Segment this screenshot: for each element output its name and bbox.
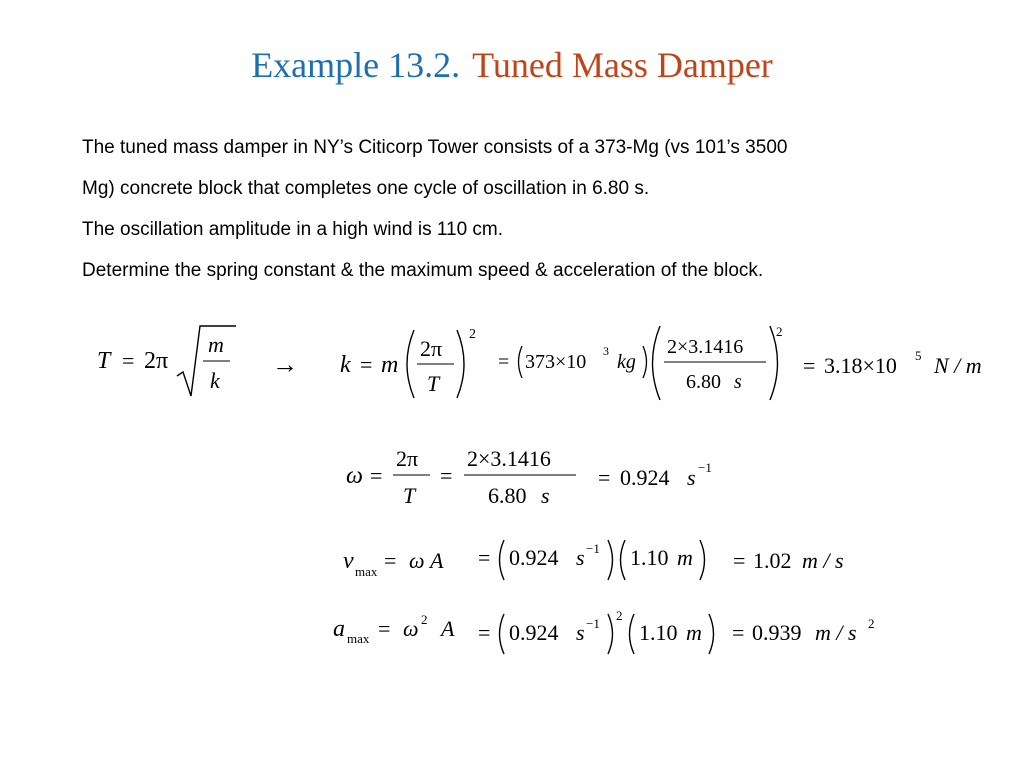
paragraph-line-1: The tuned mass damper in NY’s Citicorp Tower consists of a 373-Mg (vs 101’s 3500 [82, 137, 788, 158]
spring-constant-equation [340, 324, 982, 400]
omega-denominator-unit: s [541, 483, 550, 508]
amax-equals: = [378, 616, 391, 641]
angular-frequency-equation [346, 446, 712, 508]
ratio-numerator: 2×3.1416 [667, 336, 744, 358]
ratio-denominator: 6.80 [686, 371, 721, 393]
amax-amplitude-value: 1.10 [639, 620, 678, 645]
vmax-amplitude-unit: m [677, 545, 693, 570]
omega-denominator: 6.80 [488, 483, 527, 508]
omega-result-exponent: −1 [698, 460, 712, 475]
vmax-amplitude-value: 1.10 [630, 545, 669, 570]
amax-omega-neg-exponent: −1 [586, 616, 600, 631]
vmax-rhs: ω A [409, 548, 444, 573]
amax-amplitude-unit: m [686, 620, 702, 645]
amax-variable: a [333, 616, 345, 642]
spring-power: 2 [469, 327, 476, 342]
amax-omega-unit: s [576, 620, 585, 645]
amax-equals-2: = [478, 620, 491, 645]
mass-exponent: 3 [603, 344, 609, 358]
vmax-result-unit: m / s [802, 548, 844, 573]
spring-result-value: 3.18×10 [824, 353, 897, 378]
max-acceleration-equation [333, 608, 875, 654]
spring-equals-2: = [498, 351, 510, 373]
ratio-power: 2 [776, 324, 783, 339]
vmax-equals: = [384, 548, 397, 573]
vmax-omega-value: 0.924 [509, 545, 559, 570]
vmax-equals-2: = [478, 545, 491, 570]
period-coefficient: 2π [144, 348, 169, 374]
paragraph-line-3: The oscillation amplitude in a high wind is 110 cm. [82, 219, 504, 240]
implies-arrow-icon: → [272, 350, 298, 379]
omega-lhs: ω [346, 463, 363, 489]
omega-two-pi: 2π [396, 446, 419, 471]
vmax-paren-2-left [621, 540, 626, 580]
max-speed-equation [343, 540, 844, 580]
spring-paren-left [407, 330, 414, 398]
mass-paren-left [519, 346, 523, 378]
spring-result-unit: N / m [934, 353, 982, 378]
mass-unit: kg [617, 351, 636, 373]
vmax-omega-unit: s [576, 545, 585, 570]
amax-omega-value: 0.924 [509, 620, 559, 645]
amax-omega-exponent: 2 [421, 612, 428, 627]
period-equals: = [122, 348, 135, 373]
amax-result-value: 0.939 [752, 620, 802, 645]
omega-result-unit: s [687, 465, 696, 490]
amax-result-exponent: 2 [868, 616, 875, 631]
spring-equals: = [360, 352, 373, 377]
paragraph-line-2: Mg) concrete block that completes one cycle of oscillation in 6.80 s. [82, 178, 650, 199]
omega-equals: = [370, 463, 383, 488]
amax-power: 2 [616, 608, 623, 623]
period-denominator: k [210, 368, 220, 393]
amax-result-unit: m / s [815, 620, 857, 645]
amax-paren-1-left [500, 614, 505, 654]
omega-equals-3: = [598, 465, 611, 490]
mass-paren-right [643, 346, 647, 378]
spring-mass-symbol: m [381, 352, 399, 378]
spring-lhs: k [340, 352, 351, 378]
amax-amplitude-symbol: A [441, 616, 455, 641]
omega-equals-2: = [440, 463, 453, 488]
amax-subscript: max [347, 631, 370, 646]
title-topic: Tuned Mass Damper [472, 45, 773, 85]
period-numerator: m [208, 332, 224, 357]
amax-equals-3: = [732, 620, 745, 645]
omega-period: T [403, 483, 416, 508]
vmax-omega-exponent: −1 [586, 541, 600, 556]
period-lhs: T [97, 348, 111, 374]
ratio-paren-left [653, 326, 661, 400]
spring-result-exponent: 5 [915, 348, 922, 363]
vmax-equals-3: = [733, 548, 746, 573]
spring-equals-3: = [803, 353, 816, 378]
vmax-paren-1-left [500, 540, 505, 580]
omega-result-value: 0.924 [620, 465, 670, 490]
omega-numerator: 2×3.1416 [467, 446, 551, 471]
vmax-paren-1-right [608, 540, 613, 580]
vmax-paren-2-right [700, 540, 705, 580]
title-example-number: Example 13.2. [251, 45, 461, 85]
vmax-result-value: 1.02 [753, 548, 792, 573]
vmax-variable: v [343, 548, 354, 574]
spring-period: T [427, 371, 440, 396]
ratio-denominator-unit: s [734, 371, 742, 393]
spring-paren-right [457, 330, 464, 398]
spring-two-pi: 2π [420, 336, 443, 361]
amax-paren-2-right [709, 614, 714, 654]
amax-paren-2-left [630, 614, 635, 654]
amax-omega: ω [403, 616, 419, 641]
mass-value: 373×10 [525, 351, 587, 373]
amax-paren-1-right [608, 614, 613, 654]
period-equation [97, 326, 236, 396]
vmax-subscript: max [355, 564, 378, 579]
paragraph-line-4: Determine the spring constant & the maximum speed & acceleration of the block. [82, 260, 764, 281]
